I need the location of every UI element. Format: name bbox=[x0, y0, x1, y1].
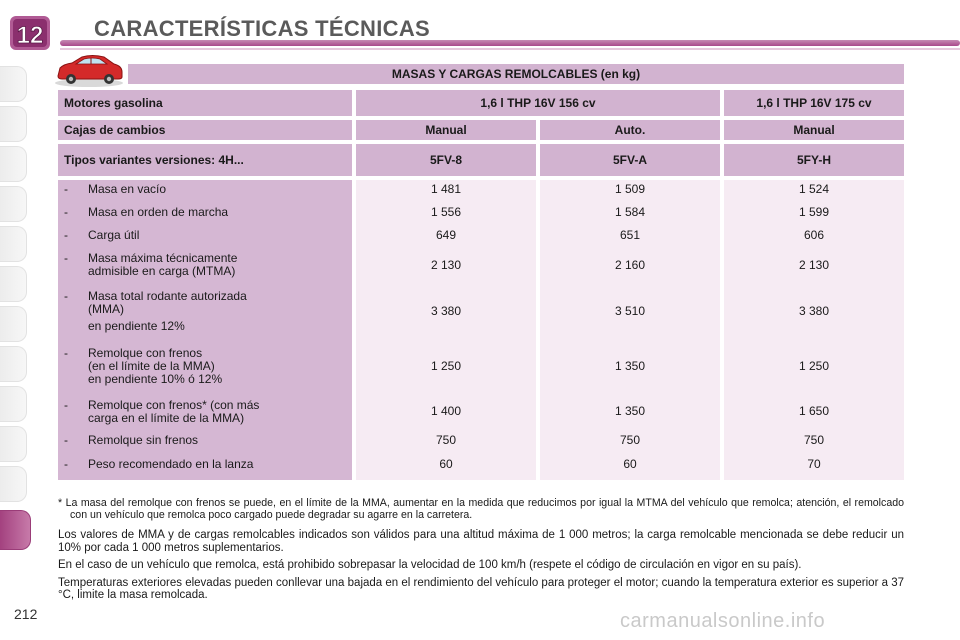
table-cell: 1 509 bbox=[614, 182, 646, 196]
table-cell: 2 160 bbox=[614, 258, 646, 272]
table-row-label: - Remolque sin frenos bbox=[64, 433, 199, 447]
table-row-label: - Masa máxima técnicamente admisible en carga (MTMA) bbox=[64, 251, 238, 278]
page-number: 212 bbox=[14, 606, 38, 622]
engine-1: 1,6 l THP 16V 156 cv bbox=[356, 90, 720, 116]
table-cell: 1 250 bbox=[798, 359, 830, 373]
table-cell: 2 130 bbox=[430, 258, 462, 272]
table-row-label: - Carga útil bbox=[64, 228, 140, 242]
engines-label: Motores gasolina bbox=[58, 90, 352, 116]
table-cell: 70 bbox=[807, 457, 821, 471]
table-caption: MASAS Y CARGAS REMOLCABLES (en kg) bbox=[128, 64, 904, 84]
note-paragraph: Los valores de MMA y de cargas remolcables indicados son válidos para una altitud máxima de 1 000 metros; la carga remolcable mencionada se debe reducir un 10% por cada 1 000 metros suplementarios. bbox=[58, 529, 904, 554]
variant-2: 5FV-A bbox=[540, 144, 720, 176]
table-cell: 1 400 bbox=[430, 404, 462, 418]
engine-2: 1,6 l THP 16V 175 cv bbox=[724, 90, 904, 116]
table-cell: 750 bbox=[435, 433, 457, 447]
chapter-tab[interactable] bbox=[0, 266, 27, 302]
chapter-tabs bbox=[0, 60, 30, 620]
chapter-tab[interactable] bbox=[0, 306, 27, 342]
table-cell: 750 bbox=[619, 433, 641, 447]
chapter-tab[interactable] bbox=[0, 186, 27, 222]
table-row-label: - Remolque con frenos (en el límite de la MMA) en pendiente 10% ó 12% bbox=[64, 346, 223, 386]
notes-section bbox=[58, 497, 904, 607]
gearbox-2: Auto. bbox=[540, 120, 720, 140]
table-cell: 3 510 bbox=[614, 304, 646, 318]
page-title: CARACTERÍSTICAS TÉCNICAS bbox=[94, 16, 430, 41]
table-cell: 3 380 bbox=[430, 304, 462, 318]
gearbox-label: Cajas de cambios bbox=[58, 120, 352, 140]
table-cell: 1 350 bbox=[614, 404, 646, 418]
chapter-tab[interactable] bbox=[0, 226, 27, 262]
table-row-label: - Masa en vacío bbox=[64, 182, 167, 196]
table-cell: 60 bbox=[439, 457, 453, 471]
note-paragraph: En el caso de un vehículo que remolca, está prohibido sobrepasar la velocidad de 100 km/h (respete el código de circulación en vigor en su país). bbox=[58, 559, 802, 571]
table-cell: 649 bbox=[435, 228, 457, 242]
table-cell: 1 350 bbox=[614, 359, 646, 373]
table-row-label: - Peso recomendado en la lanza bbox=[64, 457, 254, 471]
table-cell: 3 380 bbox=[798, 304, 830, 318]
table-cell: 1 556 bbox=[430, 205, 462, 219]
chapter-tab-active[interactable] bbox=[0, 510, 31, 550]
variants-label: Tipos variantes versiones: 4H... bbox=[58, 144, 352, 176]
table-cell: 750 bbox=[803, 433, 825, 447]
chapter-number-badge bbox=[8, 12, 54, 54]
table-cell: 1 524 bbox=[798, 182, 830, 196]
chapter-tab[interactable] bbox=[0, 466, 27, 502]
table-cell: 60 bbox=[623, 457, 637, 471]
chapter-tab[interactable] bbox=[0, 146, 27, 182]
table-cell: 2 130 bbox=[798, 258, 830, 272]
table-cell: 606 bbox=[803, 228, 825, 242]
table-cell: 1 599 bbox=[798, 205, 830, 219]
gearbox-1: Manual bbox=[356, 120, 536, 140]
chapter-tab[interactable] bbox=[0, 346, 27, 382]
chapter-tab[interactable] bbox=[0, 106, 27, 142]
car-icon bbox=[52, 52, 126, 88]
chapter-tab[interactable] bbox=[0, 386, 27, 422]
note-paragraph: Temperaturas exteriores elevadas pueden conllevar una bajada en el rendimiento del vehículo para proteger el motor; cuando la temperatura exterior es superior a 37 °C, limite la masa remolcada. bbox=[58, 576, 904, 601]
table-row-label: - Masa en orden de marcha bbox=[64, 205, 229, 219]
variant-1: 5FV-8 bbox=[356, 144, 536, 176]
header-rule-thin bbox=[60, 48, 960, 50]
table-row-label: - Remolque con frenos* (con más carga en el límite de la MMA) bbox=[64, 398, 260, 425]
gearbox-3: Manual bbox=[724, 120, 904, 140]
table-cell: 1 481 bbox=[430, 182, 462, 196]
watermark: carmanualsonline.info bbox=[620, 610, 826, 632]
table-cell: 1 250 bbox=[430, 359, 462, 373]
chapter-number: 12 bbox=[16, 22, 44, 49]
table-cell: 651 bbox=[619, 228, 641, 242]
chapter-tab[interactable] bbox=[0, 426, 27, 462]
footnote: * La masa del remolque con frenos se puede, en el límite de la MMA, aumentar en la medida que reducimos por igual la MTMA del vehículo que remolca; atención, el remolcado con un vehículo que remolca poco cargado puede degradar su agarre en la carretera. bbox=[58, 497, 904, 521]
table-cell: 1 650 bbox=[798, 404, 830, 418]
table-row-label: - Masa total rodante autorizada (MMA) en pendiente 12% bbox=[64, 289, 247, 333]
variant-3: 5FY-H bbox=[724, 144, 904, 176]
table-cell: 1 584 bbox=[614, 205, 646, 219]
chapter-tab[interactable] bbox=[0, 66, 27, 102]
